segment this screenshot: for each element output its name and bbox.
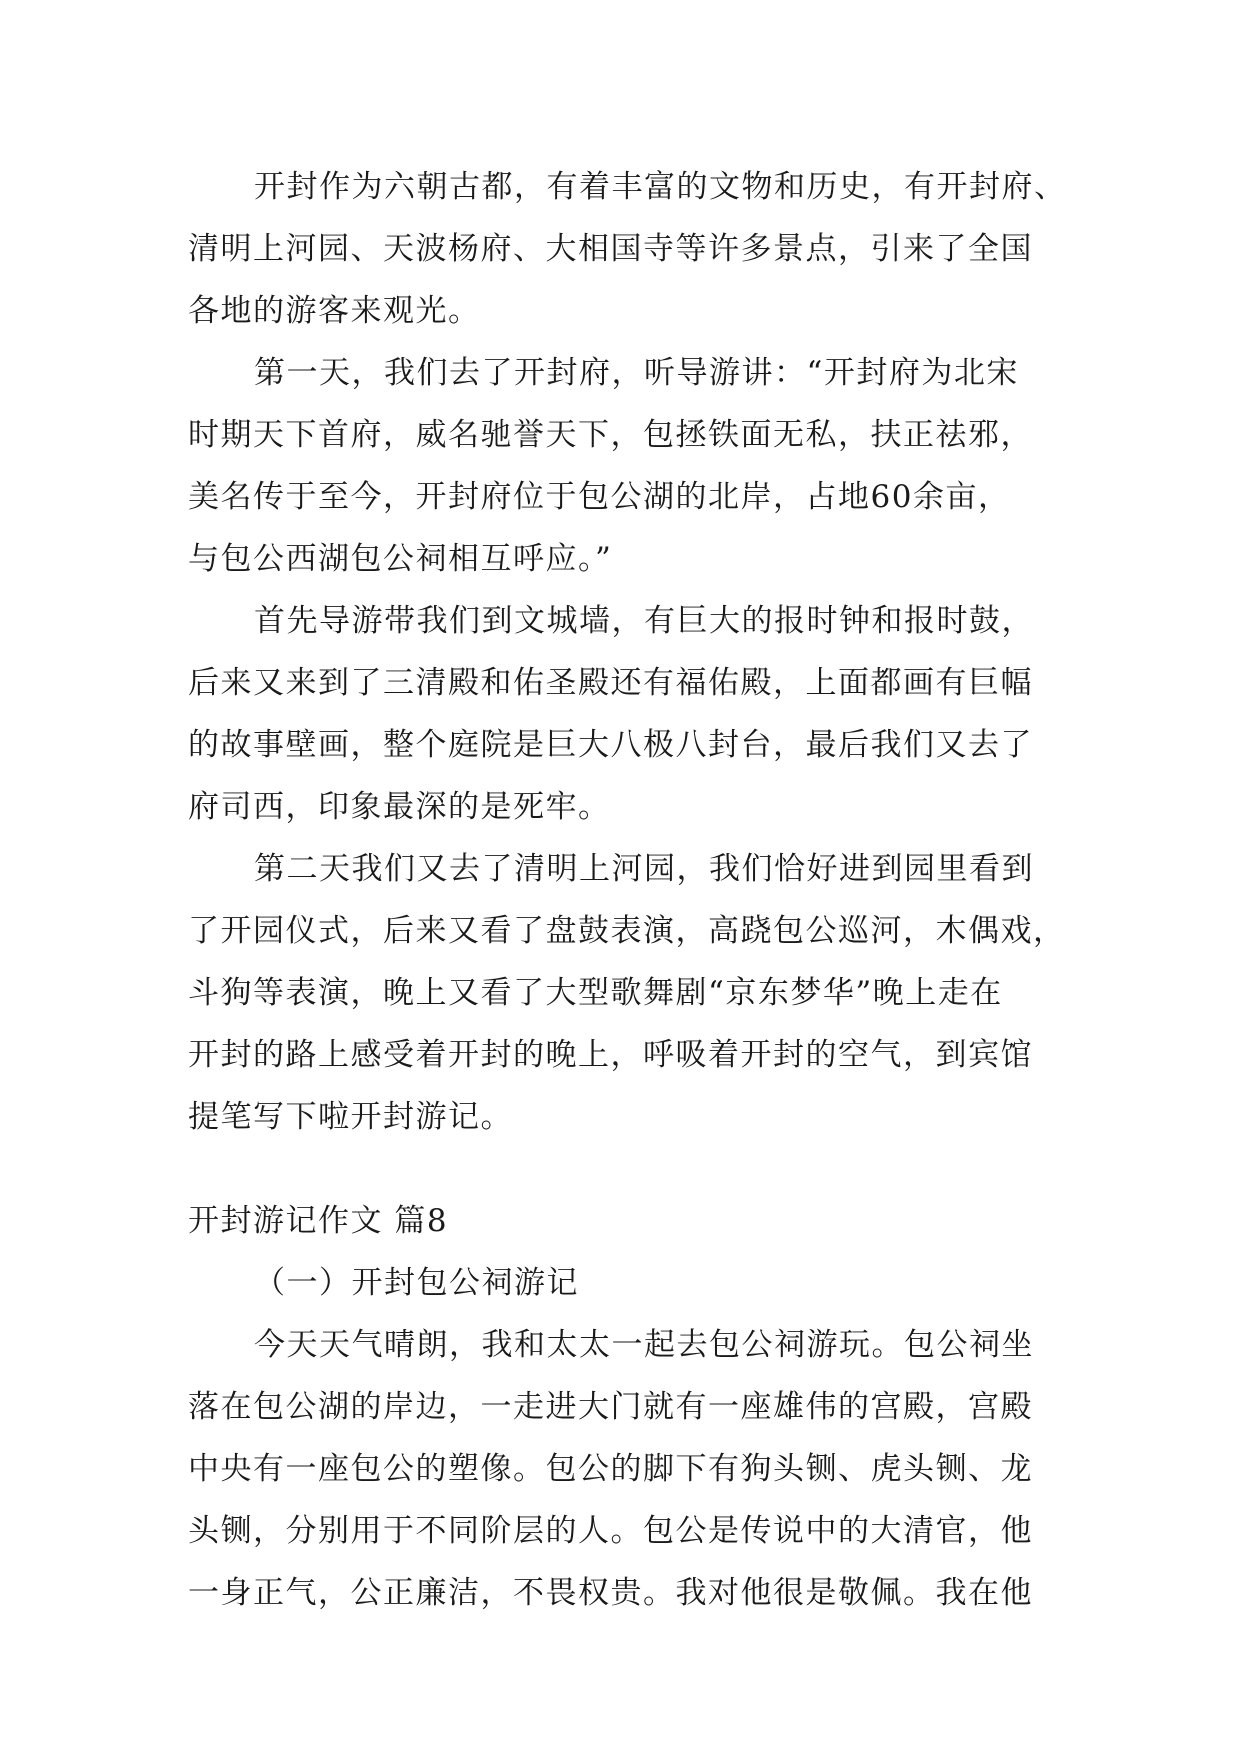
text-line: 后来又来到了三清殿和佑圣殿还有福佑殿，上面都画有巨幅 (188, 665, 1033, 701)
text-line: 一身正气，公正廉洁，不畏权贵。我对他很是敬佩。我在他 (188, 1575, 1033, 1611)
section-heading: 开封游记作文 篇8 (188, 1203, 449, 1239)
text-line: 了开园仪式，后来又看了盘鼓表演，高跷包公巡河，木偶戏， (188, 913, 1066, 949)
text-line: 今天天气晴朗，我和太太一起去包公祠游玩。包公祠坐 (254, 1327, 1034, 1363)
text-line: 中央有一座包公的塑像。包公的脚下有狗头铡、虎头铡、龙 (188, 1451, 1033, 1487)
text-line: 落在包公湖的岸边，一走进大门就有一座雄伟的宫殿，宫殿 (188, 1389, 1033, 1425)
text-line: 清明上河园、天波杨府、大相国寺等许多景点，引来了全国 (188, 231, 1033, 267)
paragraph (188, 590, 1068, 838)
text-line: 开封的路上感受着开封的晚上，呼吸着开封的空气，到宾馆 (188, 1037, 1033, 1073)
section-spacer (188, 1148, 1068, 1190)
document-body (188, 156, 1068, 1624)
text-line: 的故事壁画，整个庭院是巨大八极八封台，最后我们又去了 (188, 727, 1033, 763)
text-line: 美名传于至今，开封府位于包公湖的北岸，占地60余亩， (188, 479, 1011, 515)
text-line: 第二天我们又去了清明上河园，我们恰好进到园里看到 (254, 851, 1034, 887)
paragraph (188, 156, 1068, 342)
paragraph (188, 342, 1068, 590)
text-line: 斗狗等表演，晚上又看了大型歌舞剧“京东梦华”晚上走在 (188, 975, 1003, 1011)
text-line: 各地的游客来观光。 (188, 293, 481, 329)
text-line: 提笔写下啦开封游记。 (188, 1099, 513, 1135)
text-line: 时期天下首府，威名驰誉天下，包拯铁面无私，扶正祛邪， (188, 417, 1033, 453)
text-line: 首先导游带我们到文城墙，有巨大的报时钟和报时鼓， (254, 603, 1034, 639)
text-line: 与包公西湖包公祠相互呼应。” (188, 541, 613, 577)
text-line: 头铡，分别用于不同阶层的人。包公是传说中的大清官，他 (188, 1513, 1033, 1549)
text-line: 府司西，印象最深的是死牢。 (188, 789, 611, 825)
text-line: 开封作为六朝古都，有着丰富的文物和历史，有开封府、 (254, 169, 1067, 205)
paragraph (188, 838, 1068, 1148)
subheading: （一）开封包公祠游记 (254, 1265, 579, 1301)
text-line: 第一天，我们去了开封府，听导游讲：“开封府为北宋 (254, 355, 1019, 391)
paragraph (188, 1314, 1068, 1624)
